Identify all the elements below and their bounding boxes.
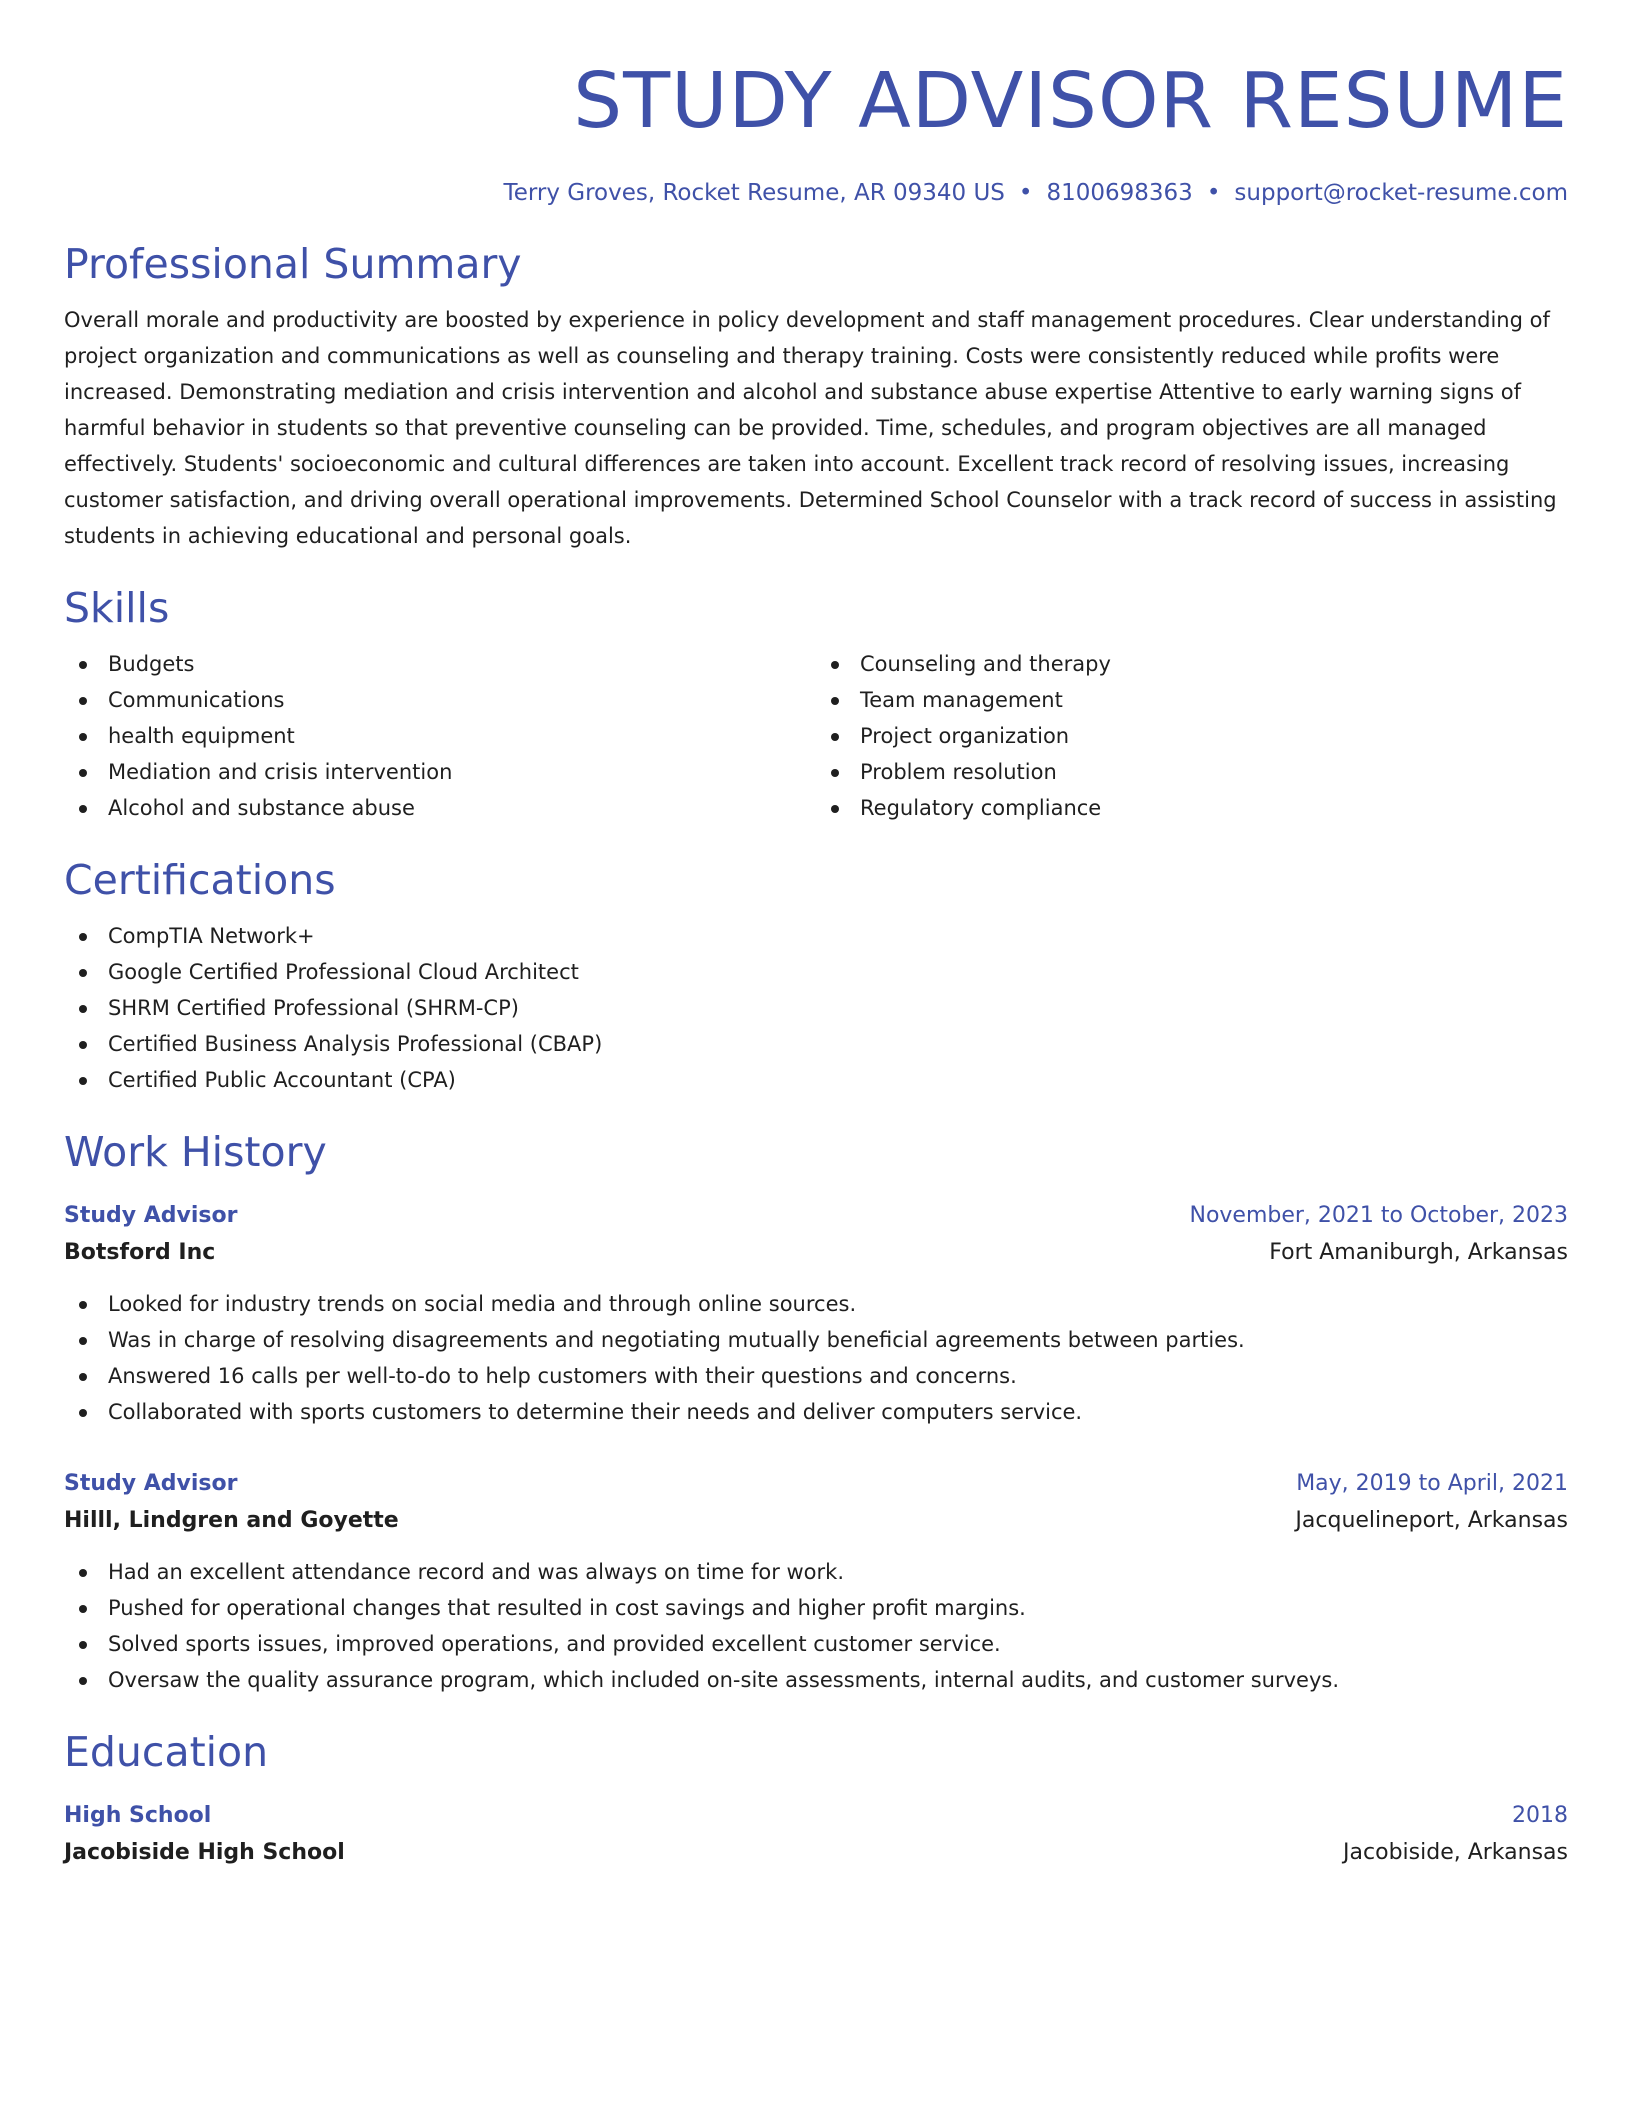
contact-email: support@rocket-resume.com	[1234, 180, 1568, 206]
skill-item: Counseling and therapy	[816, 646, 1568, 682]
job-title: Study Advisor	[64, 1471, 238, 1496]
certifications-list	[64, 918, 1568, 1098]
job-bullet: Solved sports issues, improved operations, and provided excellent customer service.	[64, 1626, 1568, 1662]
education-school-row	[64, 1834, 1568, 1872]
certification-item: CompTIA Network+	[64, 918, 1568, 954]
education-location: Jacobiside, Arkansas	[1343, 1840, 1568, 1865]
job-bullets	[64, 1554, 1568, 1698]
skill-item: Mediation and crisis intervention	[64, 754, 816, 790]
job-entry	[64, 1466, 1568, 1698]
section-heading-summary: Professional Summary	[64, 240, 522, 288]
job-entry	[64, 1198, 1568, 1430]
education-degree: High School	[64, 1803, 212, 1828]
job-dates: November, 2021 to October, 2023	[1189, 1203, 1568, 1228]
certification-item: SHRM Certified Professional (SHRM-CP)	[64, 990, 1568, 1026]
skills-list-left	[64, 646, 816, 826]
education-degree-row	[64, 1798, 1568, 1834]
job-company: Hilll, Lindgren and Goyette	[64, 1508, 399, 1533]
section-heading-education: Education	[64, 1728, 269, 1776]
skill-item: Regulatory compliance	[816, 790, 1568, 826]
job-title-row	[64, 1466, 1568, 1502]
job-bullet: Answered 16 calls per well-to-do to help customers with their questions and concerns.	[64, 1358, 1568, 1394]
job-bullet: Had an excellent attendance record and was always on time for work.	[64, 1554, 1568, 1590]
resume-title: STUDY ADVISOR RESUME	[573, 57, 1568, 146]
certifications-section	[64, 854, 1568, 1098]
contact-line	[64, 178, 1568, 208]
education-school: Jacobiside High School	[64, 1840, 345, 1865]
skills-column-right	[816, 646, 1568, 826]
job-company: Botsford Inc	[64, 1240, 216, 1265]
work-history-section	[64, 1126, 1568, 1698]
contact-address: Terry Groves, Rocket Resume, AR 09340 US	[503, 180, 1005, 206]
job-bullet: Collaborated with sports customers to determine their needs and deliver computers service.	[64, 1394, 1568, 1430]
education-section	[64, 1726, 1568, 1872]
contact-separator: •	[1206, 180, 1221, 206]
skill-item: Project organization	[816, 718, 1568, 754]
section-heading-work-history: Work History	[64, 1128, 327, 1176]
job-bullet: Was in charge of resolving disagreements and negotiating mutually beneficial agreements between parties.	[64, 1322, 1568, 1358]
summary-text: Overall morale and productivity are boosted by experience in policy development and staff management procedures. Clear understanding of project organization and communications as well as counseling and therapy training. Costs were consistently reduced while profits were increased. Demonstrating mediation and crisis intervention and alcohol and substance abuse expertise Attentive to early warning signs of harmful behavior in students so that preventive counseling can be provided. Time, schedules, and program objectives are all managed effectively. Students' socioeconomic and cultural differences are taken into account. Excellent track record of resolving issues, increasing customer satisfaction, and driving overall operational improvements. Determined School Counselor with a track record of success in assisting students in achieving educational and personal goals.	[64, 308, 1557, 548]
job-title: Study Advisor	[64, 1203, 238, 1228]
skills-list-right	[816, 646, 1568, 826]
contact-separator: •	[1018, 180, 1033, 206]
job-company-row	[64, 1234, 1568, 1272]
job-location: Jacquelineport, Arkansas	[1295, 1508, 1568, 1533]
contact-phone: 8100698363	[1046, 180, 1193, 206]
skill-item: Alcohol and substance abuse	[64, 790, 816, 826]
job-title-row	[64, 1198, 1568, 1234]
skills-column-left	[64, 646, 816, 826]
job-bullet: Pushed for operational changes that resulted in cost savings and higher profit margins.	[64, 1590, 1568, 1626]
skill-item: Problem resolution	[816, 754, 1568, 790]
education-year: 2018	[1512, 1803, 1568, 1828]
professional-summary-section	[64, 238, 1568, 554]
certification-item: Google Certified Professional Cloud Architect	[64, 954, 1568, 990]
section-heading-skills: Skills	[64, 584, 170, 632]
skill-item: Budgets	[64, 646, 816, 682]
job-bullet: Oversaw the quality assurance program, which included on-site assessments, internal audits, and customer surveys.	[64, 1662, 1568, 1698]
job-bullets	[64, 1286, 1568, 1430]
skills-section	[64, 582, 1568, 826]
section-heading-certifications: Certifications	[64, 856, 336, 904]
skill-item: Team management	[816, 682, 1568, 718]
job-bullet: Looked for industry trends on social media and through online sources.	[64, 1286, 1568, 1322]
resume-header	[64, 56, 1568, 208]
job-location: Fort Amaniburgh, Arkansas	[1269, 1240, 1568, 1265]
skill-item: health equipment	[64, 718, 816, 754]
education-entry	[64, 1798, 1568, 1872]
certification-item: Certified Public Accountant (CPA)	[64, 1062, 1568, 1098]
skill-item: Communications	[64, 682, 816, 718]
certification-item: Certified Business Analysis Professional (CBAP)	[64, 1026, 1568, 1062]
skills-grid	[64, 646, 1568, 826]
job-company-row	[64, 1502, 1568, 1540]
job-dates: May, 2019 to April, 2021	[1296, 1471, 1568, 1496]
